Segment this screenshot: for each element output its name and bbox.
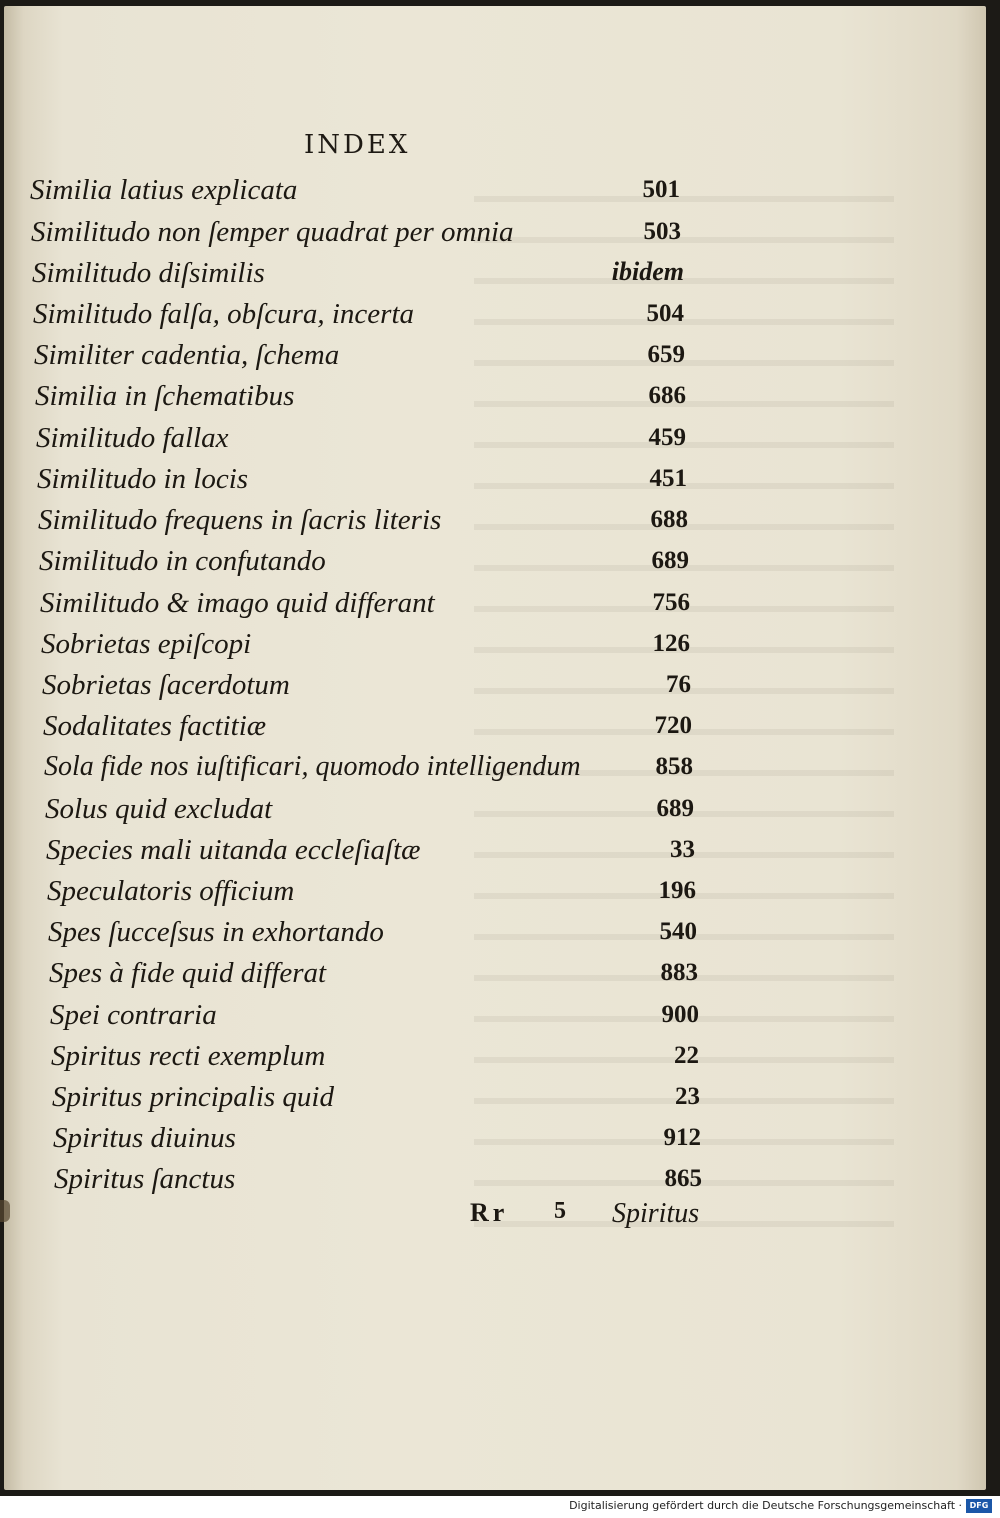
signature-number: 5 xyxy=(554,1198,566,1224)
index-entry-term: Similia latius explicata xyxy=(30,174,298,206)
index-entry-term: Spiritus ſanctus xyxy=(54,1163,236,1195)
index-entry-term: Species mali uitanda eccleſiaſtæ xyxy=(46,834,421,866)
index-entry-page: 76 xyxy=(666,671,691,698)
index-entry-page: 720 xyxy=(654,712,692,739)
catchword: Spiritus xyxy=(612,1198,700,1229)
credit-bar xyxy=(0,1496,1000,1518)
index-entry-page: 33 xyxy=(670,836,695,863)
index-entry-term: Spes ſucceſsus in exhortando xyxy=(48,916,384,948)
index-entry-page: 459 xyxy=(648,424,686,451)
index-entry-term: Similia in ſchematibus xyxy=(35,380,295,412)
index-entry-term: Sobrietas ſacerdotum xyxy=(42,669,290,701)
index-entry-term: Similitudo frequens in ſacris literis xyxy=(38,504,442,536)
index-entry-page: 912 xyxy=(663,1124,701,1151)
page-edge-stain xyxy=(0,1200,10,1222)
index-entry-page: 196 xyxy=(658,877,696,904)
index-entry-term: Similitudo fallax xyxy=(36,422,229,454)
index-entry-page: ibidem xyxy=(611,257,684,286)
index-entry-page: 688 xyxy=(650,506,688,533)
index-entry-page: 504 xyxy=(646,300,684,327)
index-entry-page: 501 xyxy=(642,176,680,203)
index-entry-term: Similitudo in confutando xyxy=(39,545,326,577)
index-entry-term: Similitudo & imago quid differant xyxy=(40,587,435,619)
page-header: INDEX xyxy=(304,130,411,160)
index-entry-term: Similitudo falſa, obſcura, incerta xyxy=(33,298,415,330)
book-page xyxy=(4,6,986,1490)
index-entry-page: 865 xyxy=(664,1165,702,1192)
index-entry-term: Spiritus diuinus xyxy=(53,1122,236,1154)
index-entry-term: Similitudo non ſemper quadrat per omnia xyxy=(31,216,514,248)
index-entry-page: 756 xyxy=(652,589,690,616)
index-entry-page: 540 xyxy=(659,918,697,945)
index-entry-page: 503 xyxy=(643,218,681,245)
index-entry-term: Solus quid excludat xyxy=(45,793,273,825)
index-entry-page: 23 xyxy=(675,1083,700,1110)
index-entry-term: Speculatoris officium xyxy=(47,875,295,907)
index-entry-page: 659 xyxy=(647,341,685,368)
index-entry-page: 686 xyxy=(648,382,686,409)
index-entry-page: 858 xyxy=(655,753,693,780)
index-entry-page: 22 xyxy=(674,1042,699,1069)
signature-mark: Rr xyxy=(470,1198,509,1227)
index-entry-term: Spiritus principalis quid xyxy=(52,1081,334,1113)
index-entry-term: Similiter cadentia, ſchema xyxy=(34,339,340,371)
index-entry-page: 126 xyxy=(652,630,690,657)
index-entry-term: Sobrietas epiſcopi xyxy=(41,628,252,660)
index-entry-page: 883 xyxy=(660,959,698,986)
index-entry-term: Sola fide nos iuſtificari, quomodo intelligendum xyxy=(44,751,581,782)
index-entry-term: Similitudo in locis xyxy=(37,463,249,495)
index-entry-term: Similitudo diſsimilis xyxy=(32,257,265,289)
index-entry-page: 900 xyxy=(661,1001,699,1028)
index-entry-term: Spiritus recti exemplum xyxy=(51,1040,326,1072)
credit-text: Digitalisierung gefördert durch die Deutsche Forschungsgemeinschaft · xyxy=(569,1499,962,1512)
index-entry-term: Spes à fide quid differat xyxy=(49,957,327,989)
index-entry-term: Sodalitates factitiæ xyxy=(43,710,267,742)
index-entry-page: 451 xyxy=(649,465,687,492)
index-entry-page: 689 xyxy=(651,547,689,574)
dfg-logo-icon: DFG xyxy=(966,1499,992,1513)
index-entry-term: Spei contraria xyxy=(50,999,217,1031)
index-entry-page: 689 xyxy=(656,795,694,822)
